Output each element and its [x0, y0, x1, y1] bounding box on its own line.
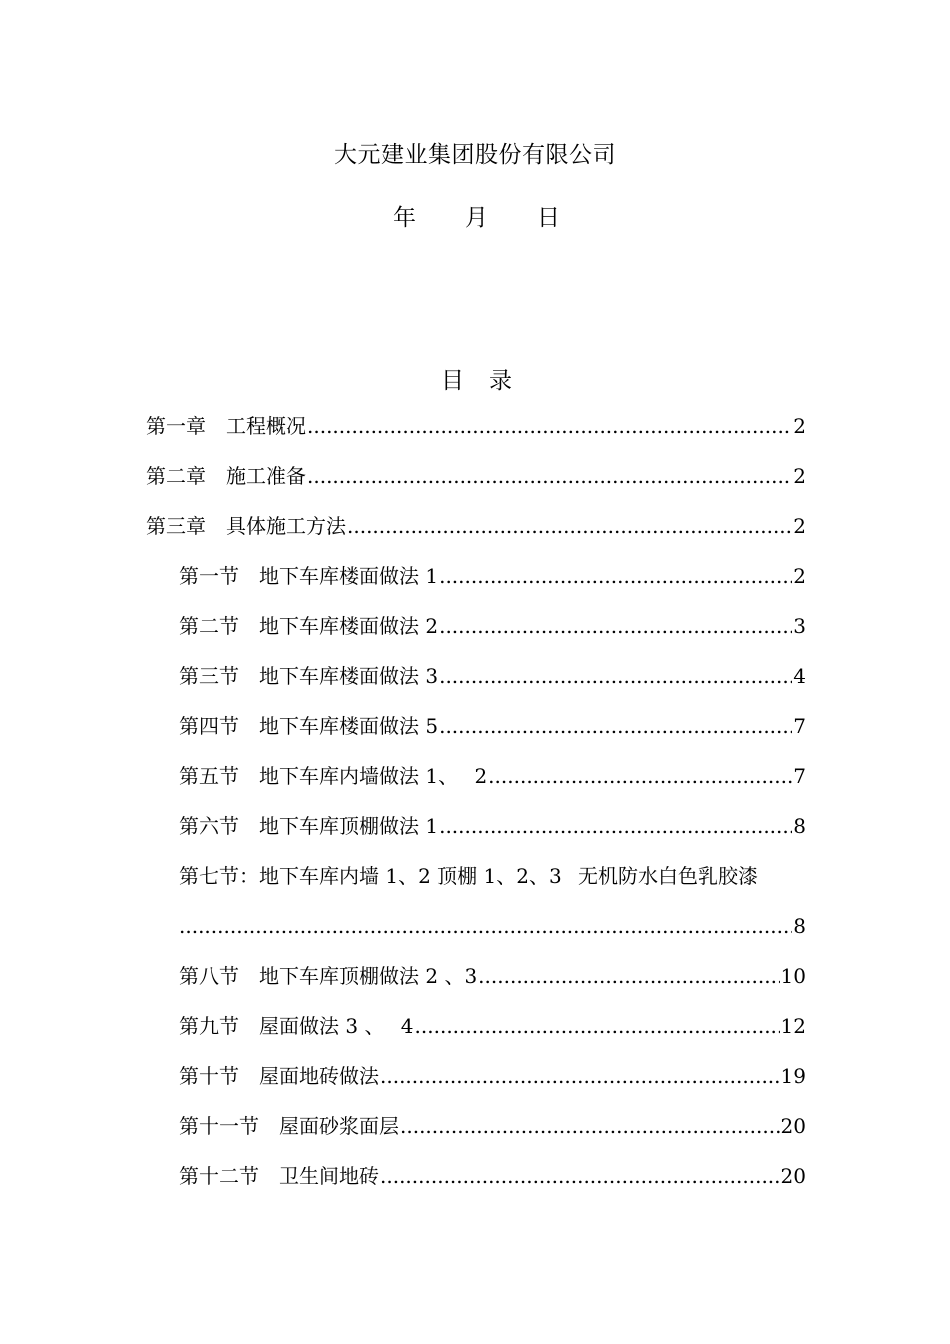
toc-entry-page: 10	[780, 964, 806, 988]
toc-leader-dots	[307, 412, 792, 440]
toc-entry-label: 第八节 地下车库顶棚做法 2 、3	[179, 964, 478, 988]
toc-leader-dots	[439, 812, 792, 840]
toc-entry-wrapped-label[interactable]: 第七节：地下车库内墙 1、2 顶棚 1、2、3 无机防水白色乳胶漆	[179, 864, 759, 888]
toc-entry-page: 2	[793, 564, 806, 588]
toc-leader-dots	[439, 612, 792, 640]
toc-entry-page: 7	[793, 764, 806, 788]
toc-entry-continuation[interactable]	[179, 912, 806, 940]
toc-entry-label: 第四节 地下车库楼面做法 5	[179, 714, 439, 738]
toc-leader-dots	[488, 762, 792, 790]
toc-entry-label: 第十节 屋面地砖做法	[179, 1064, 379, 1088]
date-day: 日	[537, 205, 560, 231]
toc-entry[interactable]	[146, 512, 806, 540]
toc-entry-label: 第三章 具体施工方法	[146, 514, 346, 538]
toc-leader-dots	[380, 1162, 780, 1190]
toc-entry-page: 2	[793, 514, 806, 538]
toc-entry-page: 2	[793, 464, 806, 488]
toc-entry-label: 第三节 地下车库楼面做法 3	[179, 664, 439, 688]
toc-entry-label: 第二节 地下车库楼面做法 2	[179, 614, 439, 638]
toc-entry-page: 8	[793, 914, 806, 938]
toc-title-left: 目	[441, 368, 464, 394]
toc-title-right: 录	[489, 368, 512, 394]
toc-entry-label: 第一节 地下车库楼面做法 1	[179, 564, 439, 588]
toc-entry[interactable]	[179, 812, 806, 840]
toc-entry-label: 第九节 屋面做法 3 、 4	[179, 1014, 414, 1038]
toc-leader-dots	[439, 562, 792, 590]
toc-entry-page: 8	[793, 814, 806, 838]
toc-entry[interactable]	[179, 612, 806, 640]
date-year: 年	[393, 205, 416, 231]
toc-entry[interactable]	[179, 712, 806, 740]
toc-entry[interactable]	[179, 1162, 806, 1190]
toc-entry-page: 20	[780, 1114, 806, 1138]
toc-entry-label: 第十二节 卫生间地砖	[179, 1164, 379, 1188]
toc-entry-page: 19	[780, 1064, 806, 1088]
toc-entry[interactable]	[179, 762, 806, 790]
toc-entry[interactable]	[179, 1012, 806, 1040]
toc-entry[interactable]	[179, 962, 806, 990]
toc-leader-dots	[347, 512, 792, 540]
toc-entry-label: 第六节 地下车库顶棚做法 1	[179, 814, 439, 838]
toc-entry-page: 3	[793, 614, 806, 638]
toc-title	[0, 362, 950, 392]
toc-entry-page: 7	[793, 714, 806, 738]
toc-entry[interactable]	[179, 1112, 806, 1140]
toc-entry-page: 12	[780, 1014, 806, 1038]
toc-entry[interactable]	[179, 662, 806, 690]
toc-entry-label: 第二章 施工准备	[146, 464, 306, 488]
toc-leader-dots	[380, 1062, 780, 1090]
toc-leader-dots	[400, 1112, 780, 1140]
company-name: 大元建业集团股份有限公司	[334, 142, 616, 168]
toc-entry-page: 2	[793, 414, 806, 438]
toc-entry-page: 4	[793, 664, 806, 688]
toc-leader-dots	[415, 1012, 780, 1040]
toc-entry-label: 第十一节 屋面砂浆面层	[179, 1114, 399, 1138]
toc-entry[interactable]	[179, 1062, 806, 1090]
toc-leader-dots	[307, 462, 792, 490]
toc-leader-dots	[478, 962, 779, 990]
toc-entry-page: 20	[780, 1164, 806, 1188]
date-line	[0, 199, 950, 229]
toc-entry-label: 第一章 工程概况	[146, 414, 306, 438]
toc-leader-dots	[179, 912, 792, 940]
toc-entry-label: 第五节 地下车库内墙做法 1、 2	[179, 764, 488, 788]
toc-leader-dots	[439, 712, 792, 740]
toc-leader-dots	[439, 662, 792, 690]
toc-entry[interactable]	[146, 412, 806, 440]
toc-entry[interactable]	[146, 462, 806, 490]
date-month: 月	[465, 205, 488, 231]
toc-entry[interactable]	[179, 562, 806, 590]
